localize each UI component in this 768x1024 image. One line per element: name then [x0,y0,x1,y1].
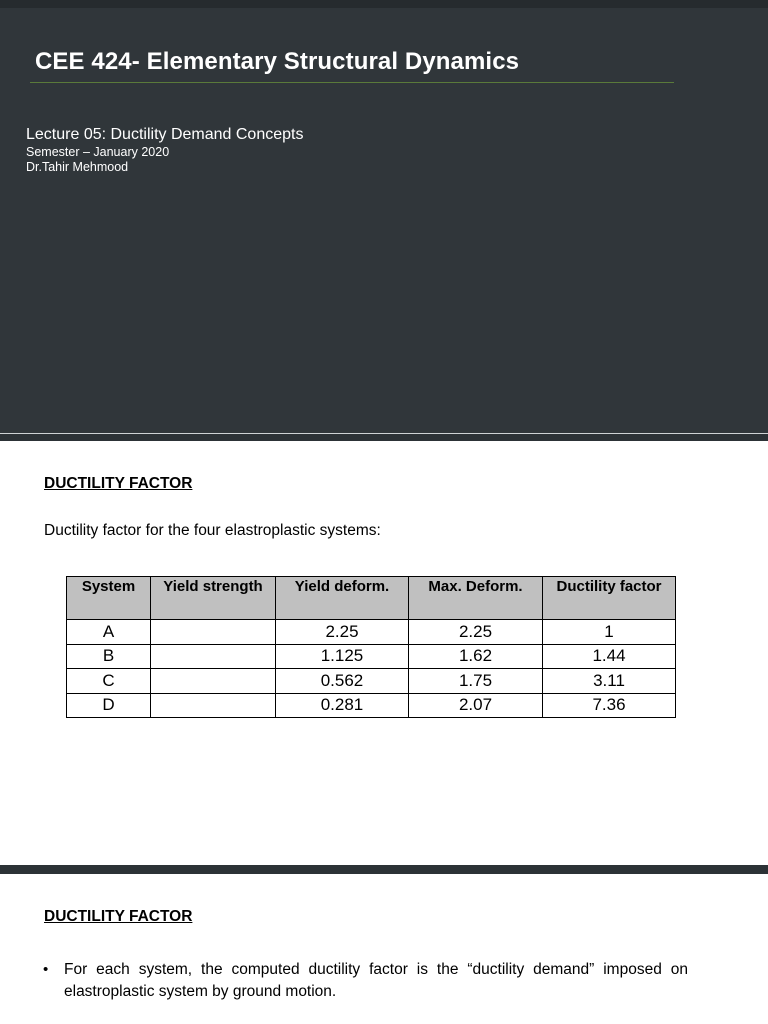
column-header-max-deform: Max. Deform. [409,577,543,620]
semester-label: Semester – January 2020 [26,145,170,159]
cell-max-deform: 1.75 [409,669,543,694]
cell-ductility-factor: 3.11 [543,669,676,694]
cell-yield-strength [151,644,276,669]
slide-separator-band [0,434,768,441]
column-header-yield-strength: Yield strength [151,577,276,620]
cell-yield-strength [151,693,276,718]
bullet-icon: • [43,961,49,978]
table-row [67,693,676,718]
course-title: CEE 424- Elementary Structural Dynamics [35,48,520,75]
cell-yield-strength [151,620,276,645]
table-row [67,669,676,694]
cell-yield-strength [151,669,276,694]
cell-max-deform: 1.62 [409,644,543,669]
cell-ductility-factor: 7.36 [543,693,676,718]
cell-yield-deform: 1.125 [276,644,409,669]
slide-divider [0,865,768,874]
instructor-name: Dr.Tahir Mehmood [26,160,129,174]
title-slide [0,0,768,433]
column-header-system: System [67,577,151,620]
cell-yield-deform: 2.25 [276,620,409,645]
lecture-title: Lecture 05: Ductility Demand Concepts [26,126,304,143]
cell-system: D [67,693,151,718]
table-row [67,644,676,669]
section-heading: DUCTILITY FACTOR [44,475,193,492]
column-header-ductility-factor: Ductility factor [543,577,676,620]
cell-ductility-factor: 1.44 [543,644,676,669]
cell-system: A [67,620,151,645]
section-heading: DUCTILITY FACTOR [44,908,193,925]
cell-max-deform: 2.25 [409,620,543,645]
slide-top-strip [0,0,768,8]
column-header-yield-deform: Yield deform. [276,577,409,620]
table-row [67,620,676,645]
cell-system: C [67,669,151,694]
title-underline [30,82,674,83]
table-header-row [67,577,676,620]
bullet-text: For each system, the computed ductility factor is the “ductility demand” imposed on elastroplastic system by ground motion. [64,961,688,1000]
cell-ductility-factor: 1 [543,620,676,645]
cell-max-deform: 2.07 [409,693,543,718]
cell-system: B [67,644,151,669]
ductility-table [66,576,676,718]
cell-yield-deform: 0.281 [276,693,409,718]
cell-yield-deform: 0.562 [276,669,409,694]
intro-text: Ductility factor for the four elastroplastic systems: [44,522,381,539]
